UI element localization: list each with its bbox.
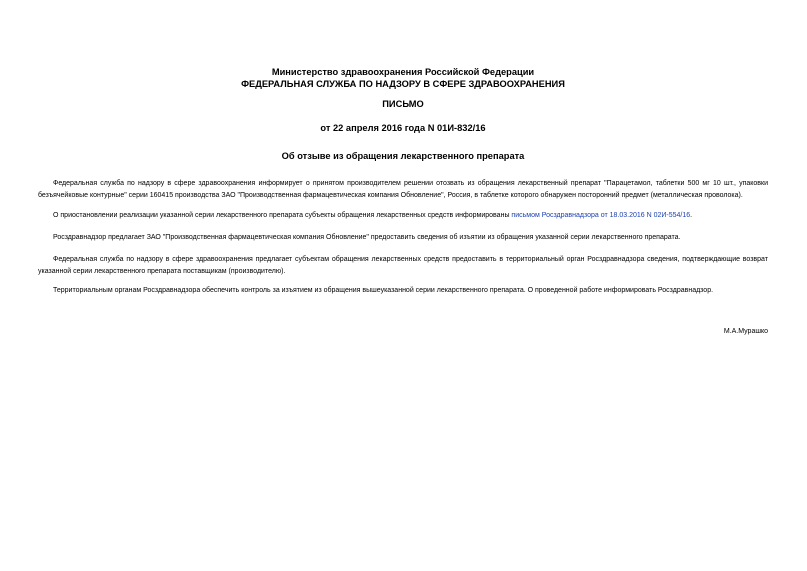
paragraph-suspension-text: О приостановлении реализации указанной серии лекарственного препарата субъекты обращения лекарственных средств информированы [53,212,512,219]
paragraph-recall-notice: Федеральная служба по надзору в сфере здравоохранения информирует о принятом производителем решении отозвать из обращения лекарственный препарат "Парацетамол, таблетки 500 мг 10 шт., упаковки безъячейковые контурные" серии 160415 производства ЗАО "Производственная фармацевтическая компания Обновление", Россия, в таблетке которого обнаружен посторонний предмет (металлическая проволока). [38,180,768,199]
paragraph-withdrawal-info: Росздравнадзор предлагает ЗАО "Производственная фармацевтическая компания Обновление" предоставить сведения об изъятии из обращения указанной серии лекарственного препарата. [53,234,681,241]
document-subject: Об отзыве из обращения лекарственного препарата [281,151,525,161]
signature: М.А.Мурашко [723,328,768,335]
ministry-title: Министерство здравоохранения Российской Федерации [271,67,535,77]
paragraph-territorial-control: Территориальным органам Росздравнадзора обеспечить контроль за изъятием из обращения вышеуказанной серии лекарственного препарата. О проведенной работе информировать Росздравнадзор. [53,287,714,294]
paragraph-suspension-end: . [690,212,693,219]
document-type: ПИСЬМО [382,99,424,109]
service-title: ФЕДЕРАЛЬНАЯ СЛУЖБА ПО НАДЗОРУ В СФЕРЕ ЗДРАВООХРАНЕНИЯ [241,79,565,89]
paragraph-return-info: Федеральная служба по надзору в сфере здравоохранения предлагает субъектам обращения лекарственных средств предоставить в территориальный орган Росздравнадзора сведения, подтверждающие возврат указанной серии лекарственного препарата поставщикам (производителю). [38,256,768,275]
document-page [38,0,768,571]
letter-reference-link[interactable]: письмом Росздравнадзора от 18.03.2016 N 02И-554/16 [511,212,691,219]
document-date-number: от 22 апреля 2016 года N 01И-832/16 [320,123,486,133]
paragraph-suspension [38,210,768,222]
